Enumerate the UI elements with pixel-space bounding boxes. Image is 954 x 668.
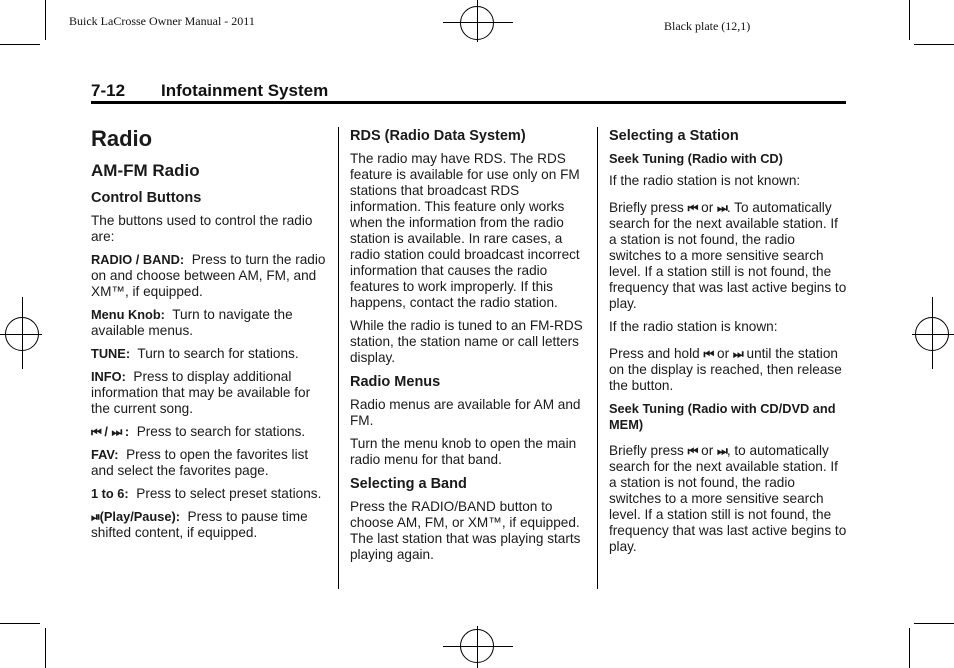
header-plate: Black plate (12,1) bbox=[664, 19, 751, 33]
section-title bbox=[91, 81, 328, 101]
seek-back-icon: ⏮ bbox=[687, 201, 698, 215]
text-radio-band: Press to turn the radio on and choose between AM, FM, and XM™, if equipped. bbox=[91, 252, 326, 299]
heading-control-buttons: Control Buttons bbox=[91, 190, 202, 206]
label-play-pause: (Play/Pause): bbox=[99, 509, 180, 524]
section-number: 7-12 bbox=[91, 81, 126, 100]
briefly-text: Briefly press bbox=[609, 443, 684, 458]
crop-mark bbox=[45, 0, 46, 40]
text-fav: Press to open the favorites list and select the favorites page. bbox=[91, 447, 309, 478]
seek-cd-rest: . To automatically search for the next available station. If a station is not found, the radio switches to a more sensitive search level. If a station still is not found, the frequency that was last active begins to play. bbox=[609, 200, 847, 311]
seek-separator: / bbox=[100, 424, 112, 439]
crop-mark bbox=[914, 623, 954, 624]
seek-dvd-rest: , to automatically search for the next available station. If a station is not found, the radio switches to a more sensitive search level. If a station still is not found, the frequency that was last active begins to play. bbox=[609, 443, 847, 554]
heading-seek-cd: Seek Tuning (Radio with CD) bbox=[609, 151, 783, 166]
seek-forward-icon: ⏭ bbox=[717, 201, 727, 215]
heading-selecting-band: Selecting a Band bbox=[350, 476, 467, 492]
crop-mark bbox=[45, 628, 46, 668]
rds-paragraph-1: The radio may have RDS. The RDS feature is available for use only on FM stations that broadcast RDS information. This feature only works when the information from the radio station is available. In rare cases, a radio station could broadcast incorrect information that causes the radio features to work improperly. If this happens, contact the radio station. bbox=[350, 151, 580, 310]
item-radio-band bbox=[91, 252, 331, 300]
seek-dvd-paragraph bbox=[609, 443, 849, 555]
menus-paragraph-1: Radio menus are available for AM and FM. bbox=[350, 397, 581, 428]
station-unknown: If the radio station is not known: bbox=[609, 173, 801, 188]
seek-forward-icon: ⏭ bbox=[717, 444, 727, 458]
seek-forward-icon: ⏭ bbox=[111, 425, 122, 439]
seek-cd-paragraph bbox=[609, 200, 849, 312]
text-menu-knob: Turn to navigate the available menus. bbox=[91, 307, 293, 338]
crop-mark bbox=[914, 44, 954, 45]
heading-radio-menus: Radio Menus bbox=[350, 374, 441, 390]
crop-mark bbox=[909, 628, 910, 668]
or-text: or bbox=[697, 200, 718, 215]
item-fav bbox=[91, 447, 331, 479]
text-info: Press to display additional information that may be available for the current song. bbox=[91, 369, 311, 416]
item-info bbox=[91, 369, 331, 417]
rds-paragraph-2: While the radio is tuned to an FM-RDS station, the station name or call letters display. bbox=[350, 318, 583, 365]
menus-paragraph-2: Turn the menu knob to open the main radio menu for that band. bbox=[350, 436, 577, 467]
text-tune: Turn to search for stations. bbox=[137, 346, 299, 361]
seek-back-icon: ⏮ bbox=[687, 444, 698, 458]
text-seek: Press to search for stations. bbox=[136, 424, 306, 439]
crop-mark bbox=[909, 0, 910, 40]
heading-selecting-station: Selecting a Station bbox=[609, 128, 739, 144]
label-radio-band: RADIO / BAND: bbox=[91, 252, 185, 267]
press-hold-paragraph bbox=[609, 346, 849, 394]
control-intro: The buttons used to control the radio are: bbox=[91, 213, 313, 244]
column-2 bbox=[350, 127, 590, 570]
heading-am-fm-radio: AM-FM Radio bbox=[91, 161, 200, 180]
press-hold-rest: until the station on the display is reached, then release the button. bbox=[609, 346, 842, 393]
page-heading-radio: Radio bbox=[91, 126, 153, 151]
label-tune: TUNE: bbox=[91, 346, 131, 361]
header-manual-title: Buick LaCrosse Owner Manual - 2011 bbox=[69, 14, 255, 28]
or-text: or bbox=[697, 443, 718, 458]
seek-back-icon: ⏮ bbox=[703, 347, 714, 361]
heading-seek-dvd: Seek Tuning (Radio with CD/DVD and MEM) bbox=[609, 401, 836, 432]
section-name: Infotainment System bbox=[161, 81, 329, 100]
item-presets bbox=[91, 486, 331, 502]
play-pause-icon: ⏯ bbox=[91, 510, 100, 524]
label-presets: 1 to 6: bbox=[91, 486, 129, 501]
press-hold-text: Press and hold bbox=[609, 346, 700, 361]
column-1 bbox=[91, 127, 331, 548]
item-menu-knob bbox=[91, 307, 331, 339]
text-presets: Press to select preset stations. bbox=[136, 486, 322, 501]
seek-back-icon: ⏮ bbox=[91, 425, 101, 439]
heading-rds: RDS (Radio Data System) bbox=[350, 128, 526, 144]
item-seek bbox=[91, 424, 331, 440]
text-play-pause: Press to pause time shifted content, if equipped. bbox=[91, 509, 308, 540]
column-divider bbox=[338, 127, 339, 589]
or-text: or bbox=[713, 346, 733, 361]
item-tune bbox=[91, 346, 331, 362]
label-info: INFO: bbox=[91, 369, 126, 384]
briefly-text: Briefly press bbox=[609, 200, 684, 215]
band-paragraph-1: Press the RADIO/BAND button to choose AM, FM, or XM™, if equipped. The last station that was playing starts playing again. bbox=[350, 499, 581, 562]
station-known: If the radio station is known: bbox=[609, 319, 778, 334]
seek-forward-icon: ⏭ bbox=[732, 347, 743, 361]
label-menu-knob: Menu Knob: bbox=[91, 307, 165, 322]
column-3 bbox=[609, 127, 849, 562]
crop-mark bbox=[0, 623, 40, 624]
column-divider bbox=[597, 127, 598, 589]
seek-colon: : bbox=[121, 424, 130, 439]
item-play-pause bbox=[91, 509, 331, 541]
label-fav: FAV: bbox=[91, 447, 119, 462]
header-rule bbox=[91, 101, 846, 104]
crop-mark bbox=[0, 44, 40, 45]
